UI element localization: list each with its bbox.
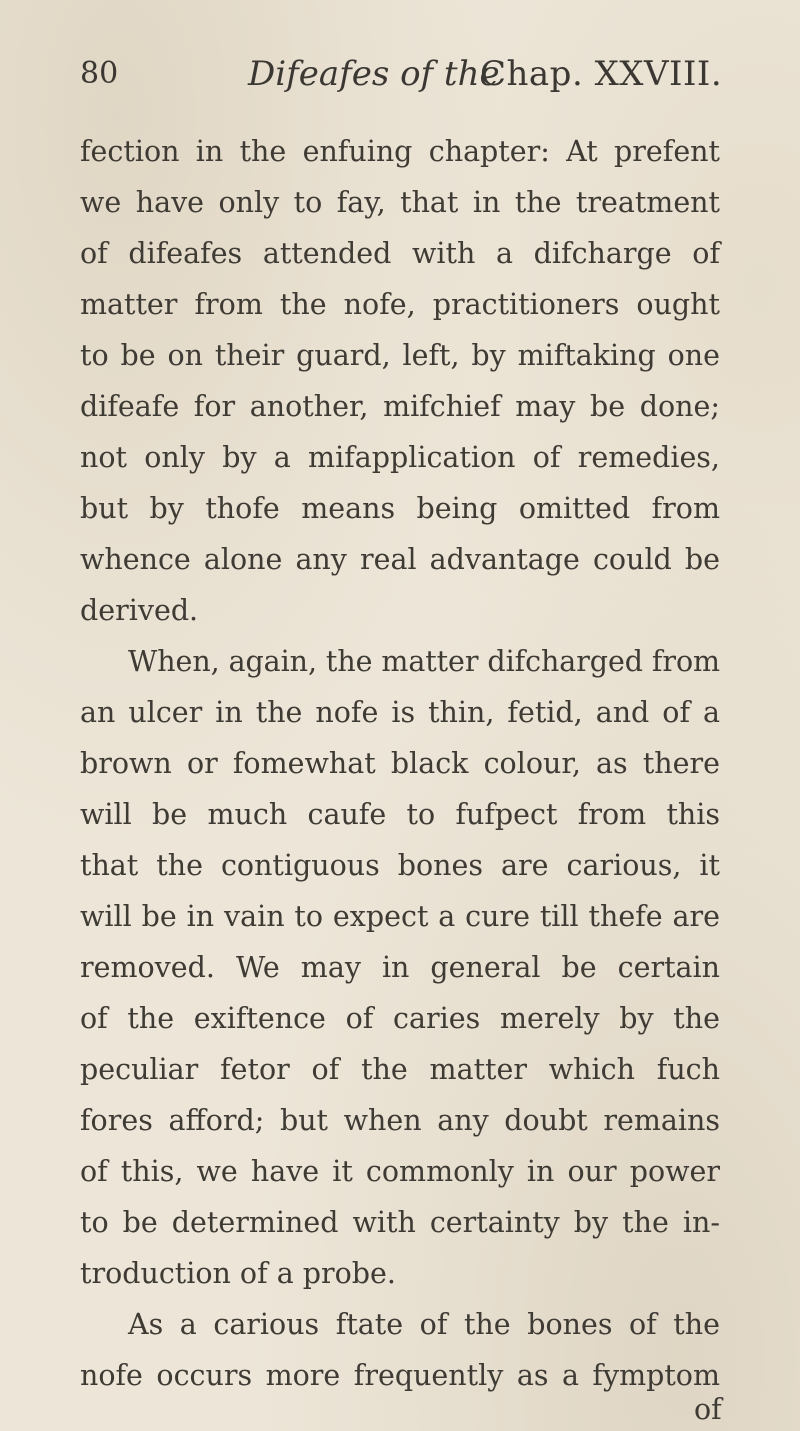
text-line: an ulcer in the nofe is thin, fetid, and of a — [80, 696, 720, 729]
running-title: Difeafes of the — [248, 54, 500, 94]
text-line: we have only to fay, that in the treatment — [80, 186, 720, 219]
text-line: matter from the nofe, practitioners ought — [80, 288, 720, 321]
text-line: fores afford; but when any doubt remains — [80, 1104, 720, 1137]
text-line: derived. — [80, 594, 199, 627]
text-line: nofe occurs more frequently as a fymptom — [80, 1359, 720, 1392]
chapter-heading: Chap. XXVIII. — [480, 54, 723, 94]
text-line: will be in vain to expect a cure till thefe are — [80, 900, 720, 933]
text-line: of difeafes attended with a difcharge of — [80, 237, 720, 270]
running-header — [80, 50, 740, 110]
page-number: 80 — [80, 56, 119, 91]
text-line: difeafe for another, mifchief may be done; — [80, 390, 720, 423]
text-line: brown or fomewhat black colour, as there — [80, 747, 720, 780]
text-line: to be on their guard, left, by miftaking one — [80, 339, 720, 372]
text-line: As a carious ftate of the bones of the — [128, 1308, 720, 1341]
text-line: When, again, the matter difcharged from — [128, 645, 720, 678]
text-line: of this, we have it commonly in our power — [80, 1155, 720, 1188]
text-line: troduction of a probe. — [80, 1257, 396, 1290]
text-line: peculiar fetor of the matter which fuch — [80, 1053, 720, 1086]
text-line: to be determined with certainty by the in- — [80, 1206, 720, 1239]
text-line: but by thofe means being omitted from — [80, 492, 720, 525]
text-line: will be much caufe to fufpect from this — [80, 798, 720, 831]
text-line: fection in the enfuing chapter: At prefent — [80, 135, 720, 168]
text-line: removed. We may in general be certain — [80, 951, 720, 984]
text-line: not only by a mifapplication of remedies, — [80, 441, 720, 474]
catchword: of — [694, 1393, 722, 1426]
text-line: whence alone any real advantage could be — [80, 543, 720, 576]
text-line: of the exiftence of caries merely by the — [80, 1002, 720, 1035]
text-line: that the contiguous bones are carious, it — [80, 849, 720, 882]
